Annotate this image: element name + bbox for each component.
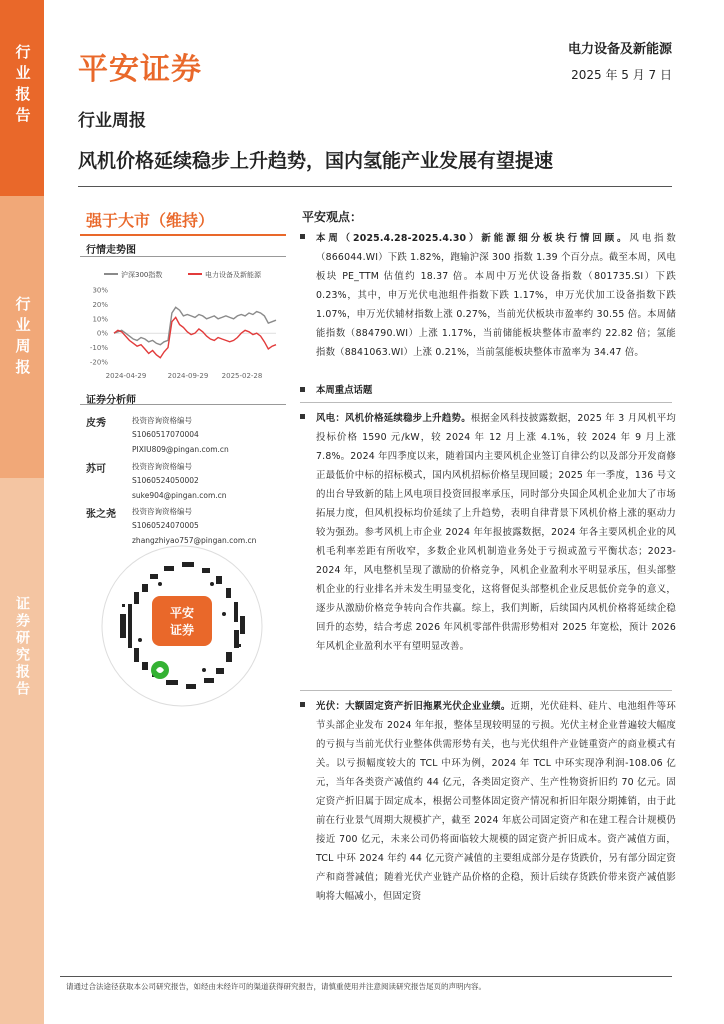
analyst-name: 张之尧 — [86, 509, 116, 520]
sidebar-block-weekly — [0, 196, 44, 478]
qr-logo-text: 证券 — [169, 623, 195, 637]
analyst-email[interactable]: PIXIU809@pingan.com.cn — [132, 445, 229, 454]
rating-divider — [80, 234, 286, 236]
bullet-text — [316, 697, 676, 906]
page-title: 风机价格延续稳步上升趋势，国内氢能产业发展有望提速 — [78, 150, 554, 172]
footer-divider — [60, 976, 672, 977]
qr-code[interactable] — [100, 544, 264, 708]
bullet-heading: 光伏：大额固定资产折旧拖累光伏企业业绩。 — [316, 701, 511, 712]
analyst-email[interactable]: suke904@pingan.com.cn — [132, 491, 227, 500]
bullet-text — [316, 409, 676, 656]
analyst-name: 苏可 — [86, 464, 106, 475]
y-tick-label: -10% — [89, 344, 108, 353]
chart-divider — [80, 256, 286, 257]
viewpoint-title: 平安观点： — [302, 210, 363, 224]
company-logo: 平安证券 — [78, 52, 202, 87]
analyst-cert-label: 投资咨询资格编号 — [132, 462, 192, 471]
y-tick-label: 20% — [92, 300, 108, 309]
analyst-cert-number: S1060517070004 — [132, 430, 199, 439]
analyst-cert-label: 投资咨询资格编号 — [132, 416, 192, 425]
bullet-square-icon — [300, 387, 305, 392]
rating-label: 强于大市（维持） — [86, 211, 215, 230]
market-trend-chart — [84, 262, 284, 384]
bullet-body: 根据金风科技披露数据，2025 年 3 月风机平均投标价格 1590 元/kW，较 2024 年 12 月上涨 4.1%，较 2024 年 9 月上涨 7.8%。2024 年四季度以来，随着国内主要风机企业签订自律公约以及部分开发商修正最低价中标的招标模式，国内风机招标价格呈现回暖；2025 年一季度，136 号文的出台导致新的陆上风电项目投资回报率承压，同时部分央国企风机企业加大了市场拓展力度，但风机投标均价延续了上升趋势，表明自律背景下风机价格上涨的驱动力较为强劲。参考风机上市企业 2024 年年报披露数据，2024 年各主要风机企业的风机毛利率差距有所收窄，多数企业风机制造业务处于亏损或盈亏平衡状态；2023-2024 年，风电整机呈现了激励的价格竞争，风机企业盈利水平明显承压，但头部整机企业的行业排名并未发生明显变化，这将督促头部整机企业反思低价竞争的意义，逐步从激励价格竞争转向合作共赢。综上，我们判断，后续国内风机价格将延续企稳回升的态势，结合考虑 2026 年风机零部件供需形势相对 2025 年宽松，预计 2026 年风机企业盈利水平有望明显改善。 — [316, 413, 676, 652]
analyst-section-label: 证券分析师 — [86, 395, 136, 406]
qr-code-graphic — [100, 544, 264, 708]
analyst-name: 皮秀 — [86, 418, 106, 429]
section-divider — [300, 690, 672, 691]
market-trend-chart-svg — [84, 262, 284, 384]
chart-section-label: 行情走势图 — [86, 245, 136, 256]
analyst-cert-number: S1060524050002 — [132, 476, 199, 485]
bullet-weekly-review — [300, 229, 676, 362]
footer-disclaimer: 请通过合法途径获取本公司研究报告，如经由未经许可的渠道获得研究报告，请慎重使用并注意阅读研究报告尾页的声明内容。 — [66, 982, 486, 991]
bullet-square-icon — [300, 414, 305, 419]
bullet-body: 风电指数（866044.WI）下跌 1.82%，跑输沪深 300 指数 1.39 个百分点。截至本周，风电板块 PE_TTM 估值约 18.37 倍。本周中万光伏设备指数（801735.SI）下跌 0.23%，其中，申万光伏电池组件指数下跌 1.17%，申万光伏加工设备指数下跌 1.07%，申万光伏辅材指数上涨 0.27%，当前光伏板块市盈率约 30.55 倍。本周储能指数（884790.WI）上涨 1.17%，当前储能板块整体市盈率约 22.82 倍；氢能指数（8841063.WI）上涨 0.21%，当前氢能板块整体市盈率为 34.47 倍。 — [316, 233, 676, 358]
bullet-square-icon — [300, 234, 305, 239]
bullet-heading: 风电：风机价格延续稳步上升趋势。 — [316, 413, 471, 424]
title-divider — [78, 186, 672, 187]
x-tick-label: 2024-09-29 — [167, 372, 209, 380]
y-tick-label: 10% — [92, 315, 108, 324]
report-date: 2025 年 5 月 7 日 — [571, 68, 672, 82]
sidebar-block-industry-report — [0, 0, 44, 196]
y-tick-label: -20% — [89, 358, 108, 367]
series-line — [114, 317, 276, 357]
bullet-heading: 本周（2025.4.28-2025.4.30）新能源细分板块行情回顾。 — [316, 233, 630, 244]
sidebar-label-research: 证券研究报告 — [14, 596, 30, 698]
y-tick-label: 30% — [92, 286, 108, 295]
sidebar-label-industry-report: 行业报告 — [13, 44, 32, 128]
bullet-wind — [300, 409, 676, 656]
focus-heading: 本周重点话题 — [316, 385, 373, 396]
bullet-text — [316, 229, 676, 362]
analyst-email[interactable]: zhangzhiyao757@pingan.com.cn — [132, 536, 257, 545]
section-divider — [300, 402, 672, 403]
sidebar-block-research — [0, 478, 44, 1024]
left-sidebar — [0, 0, 44, 1024]
report-type: 行业周报 — [78, 111, 146, 131]
x-tick-label: 2025-02-28 — [221, 372, 263, 380]
x-tick-label: 2024-04-29 — [105, 372, 147, 380]
qr-logo-text: 平安 — [169, 606, 195, 620]
series-line — [114, 307, 276, 344]
sidebar-label-weekly: 行业周报 — [13, 296, 32, 380]
legend-label: 沪深300指数 — [121, 271, 163, 279]
bullet-body: 近期，光伏硅料、硅片、电池组件等环节头部企业发布 2024 年年报，整体呈现较明显的亏损。光伏主材企业普遍较大幅度的亏损与当前光伏行业整体供需形势有关，也与光伏组件产业链重资产的商业模式有关。以亏损幅度较大的 TCL 中环为例，2024 年 TCL 中环实现净利润-108.06 亿元，当年各类资产减值约 44 亿元，各类固定资产、生产性物资折旧约 70 亿元。固定资产折旧属于固定成本，根据公司整体固定资产情况和折旧年限分期摊销，由于此前在行业景气周期大规模扩产，截至 2024 年底公司固定资产和在建工程合计规模仍接近 700 亿元，未来公司仍将面临较大规模的固定资产折旧成本。资产减值方面，TCL 中环 2024 年约 44 亿元资产减值的主要组成部分是存货跌价，另有部分固定资产和商誉减值；随着光伏产业链产品价格的企稳，预计后续存货跌价带来资产减值影响将大幅减小，但固定资 — [316, 701, 676, 902]
y-tick-label: 0% — [96, 329, 108, 338]
analyst-cert-number: S1060524070005 — [132, 521, 199, 530]
analyst-cert-label: 投资咨询资格编号 — [132, 507, 192, 516]
bullet-square-icon — [300, 702, 305, 707]
legend-label: 电力设备及新能源 — [205, 271, 261, 279]
sector-name: 电力设备及新能源 — [567, 42, 672, 57]
bullet-pv — [300, 697, 676, 906]
